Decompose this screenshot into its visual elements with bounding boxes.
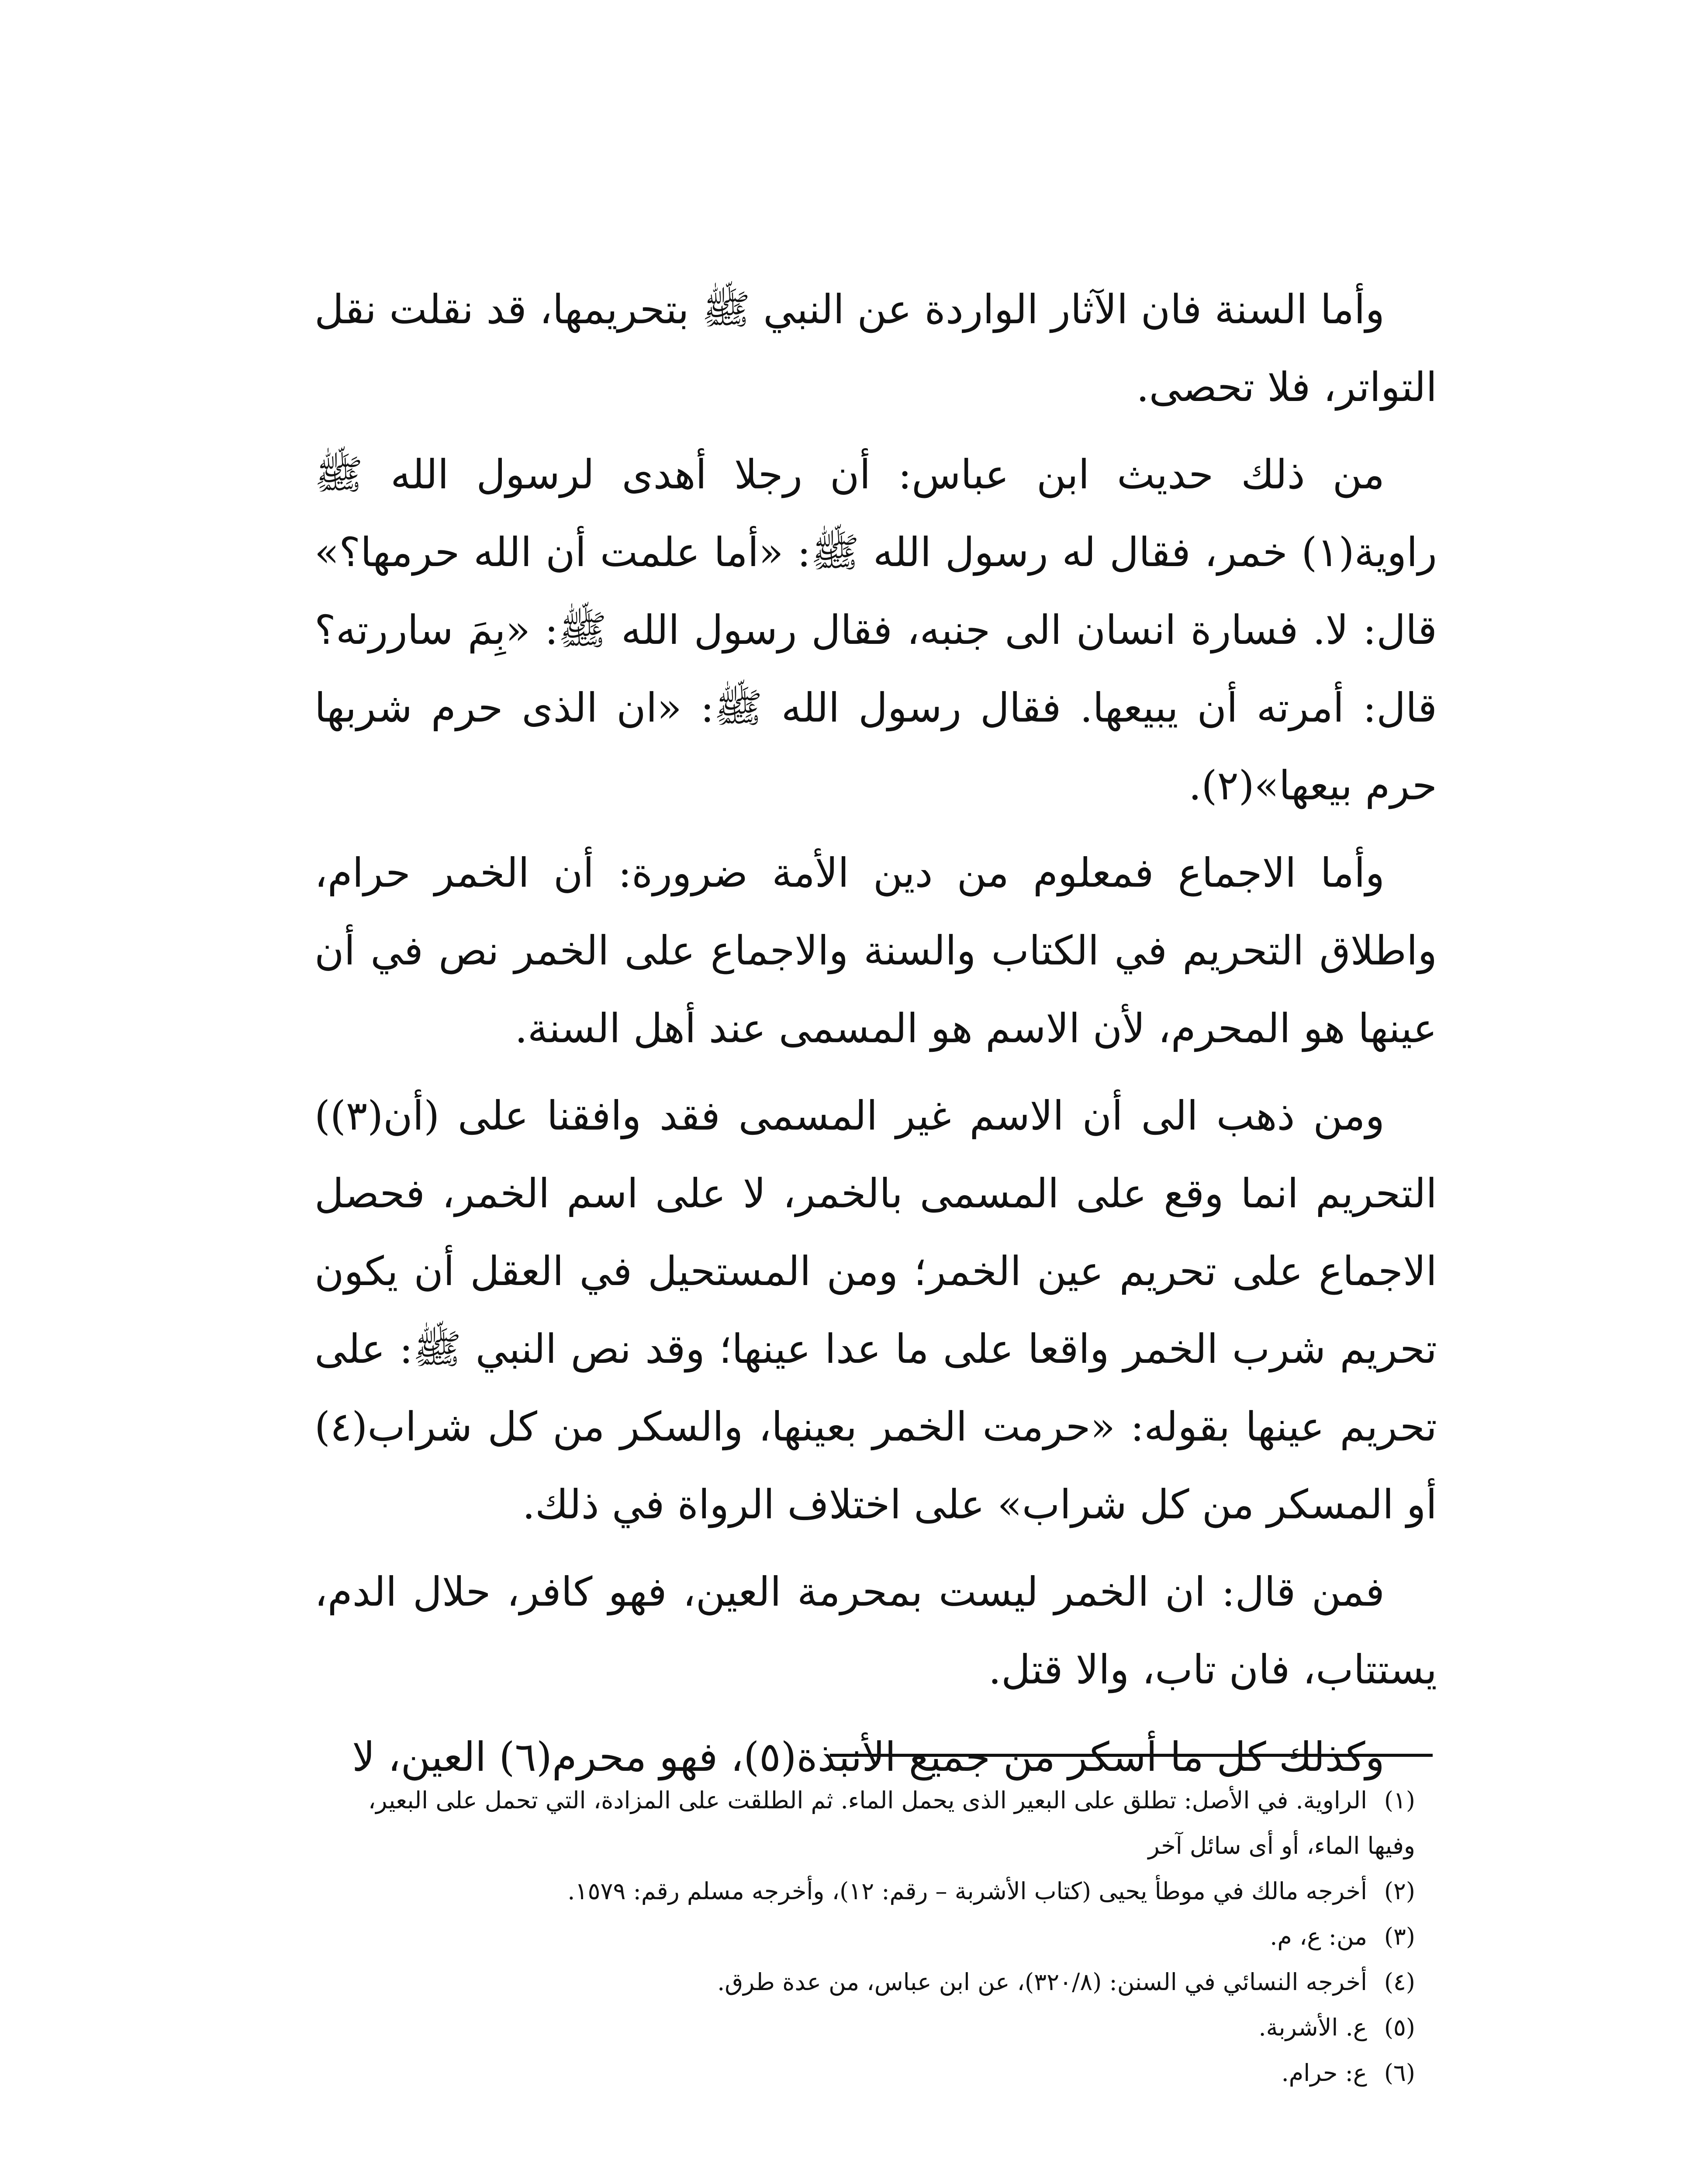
footnote: [314, 1914, 1415, 1959]
footnote: [314, 1959, 1415, 2005]
footnote-number: (٥): [1384, 2014, 1415, 2041]
footnote-text: أخرجه النسائي في السنن: (٣٢٠/٨)، عن ابن عباس، من عدة طرق.: [717, 1968, 1367, 1996]
footnote-text: الراوية. في الأصل: تطلق على البعير الذى يحمل الماء. ثم الطلقت على المزادة، التي تحمل على البعير، وفيها الماء، أو أى سائل آخر: [368, 1787, 1415, 1859]
paragraph: ومن ذهب الى أن الاسم غير المسمى فقد وافقنا على (أن(٣)) التحريم انما وقع على المسمى بالخمر، لا على اسم الخمر، فحصل الاجماع على تحريم عين الخمر؛ ومن المستحيل في العقل أن يكون تحريم شرب الخمر واقعا على ما عدا عينها؛ وقد نص النبي ﷺ: على تحريم عينها بقوله: «حرمت الخمر بعينها، والسكر من كل شراب(٤) أو المسكر من كل شراب» على اختلاف الرواة في ذلك.: [314, 1092, 1437, 1528]
footnote-text: ع. الأشربة.: [1258, 2014, 1367, 2041]
footnote-text: ع: حرام.: [1281, 2059, 1367, 2087]
footnote: [314, 2005, 1415, 2050]
paragraph: وأما الاجماع فمعلوم من دين الأمة ضرورة: أن الخمر حرام، واطلاق التحريم في الكتاب والسنة والاجماع على الخمر نص في أن عينها هو المحرم، لأن الاسم هو المسمى عند أهل السنة.: [314, 850, 1437, 1052]
footnote-number: (٣): [1384, 1923, 1415, 1950]
main-text: [314, 271, 1437, 1806]
footnote-number: (٢): [1384, 1877, 1415, 1905]
footnote-separator: [830, 1754, 1433, 1757]
paragraph: وكذلك كل ما أسكر من جميع الأنبذة(٥)، فهو محرم(٦) العين، لا: [352, 1734, 1385, 1780]
footnote-number: (١): [1384, 1787, 1415, 1814]
footnotes: [314, 1778, 1415, 2096]
footnote-number: (٦): [1384, 2059, 1415, 2087]
footnote: [314, 1869, 1415, 1914]
footnote-text: من: ع، م.: [1270, 1923, 1367, 1950]
paragraph: فمن قال: ان الخمر ليست بمحرمة العين، فهو كافر، حلال الدم، يستتاب، فان تاب، والا قتل.: [314, 1569, 1437, 1693]
footnote-text: أخرجه مالك في موطأ يحيى (كتاب الأشربة – رقم: ١٢)، وأخرجه مسلم رقم: ١٥٧٩.: [567, 1877, 1367, 1905]
footnote: [314, 2050, 1415, 2096]
paragraph: وأما السنة فان الآثار الواردة عن النبي ﷺ بتحريمها، قد نقلت نقل التواتر، فلا تحصى.: [314, 286, 1437, 411]
footnote-number: (٤): [1384, 1968, 1415, 1996]
footnote: [314, 1778, 1415, 1869]
paragraph: من ذلك حديث ابن عباس: أن رجلا أهدى لرسول الله ﷺ راوية(١) خمر، فقال له رسول الله ﷺ: «أما علمت أن الله حرمها؟» قال: لا. فسارة انسان الى جنبه، فقال رسول الله ﷺ: «بِمَ ساررته؟ قال: أمرته أن يبيعها. فقال رسول الله ﷺ: «ان الذى حرم شربها حرم بيعها»(٢).: [314, 451, 1437, 809]
